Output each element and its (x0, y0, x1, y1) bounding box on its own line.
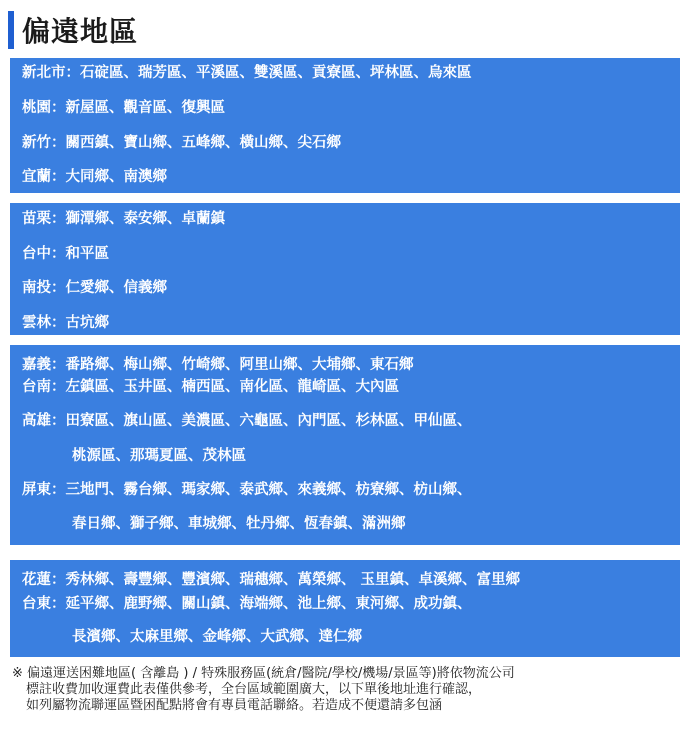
footnote-line-3: 如列屬物流聯運區暨困配點將會有專員電話聯絡。若造成不便還請多包涵 (26, 698, 443, 713)
region-line-hualien: 花蓮：秀林鄉、壽豐鄉、豐濱鄉、瑞穗鄉、萬榮鄉、 玉里鎮、卓溪鄉、富里鄉 (22, 572, 521, 588)
region-line-new-taipei: 新北市：石碇區、瑞芳區、平溪區、雙溪區、貢寮區、坪林區、烏來區 (22, 65, 472, 81)
title-accent-bar (8, 11, 14, 49)
region-line-taitung: 台東：延平鄉、鹿野鄉、關山鎮、海端鄉、池上鄉、東河鄉、成功鎮、 (22, 596, 472, 612)
region-line-pingtung-cont: 春日鄉、獅子鄉、車城鄉、牡丹鄉、恆春鎮、滿洲鄉 (72, 516, 406, 532)
footnote-line-2: 標註收費加收運費此表僅供參考，全台區域範圍廣大，以下單後地址進行確認， (26, 682, 482, 697)
region-panel-north (10, 58, 680, 193)
region-line-kaohsiung-cont: 桃源區、那瑪夏區、茂林區 (72, 448, 246, 464)
region-line-taichung: 台中：和平區 (22, 246, 109, 262)
region-line-yilan: 宜蘭：大同鄉、南澳鄉 (22, 169, 167, 185)
region-line-pingtung: 屏東：三地門、霧台鄉、瑪家鄉、泰武鄉、來義鄉、枋寮鄉、枋山鄉、 (22, 482, 472, 498)
region-line-chiayi: 嘉義：番路鄉、梅山鄉、竹崎鄉、阿里山鄉、大埔鄉、東石鄉 (22, 357, 414, 373)
footnote (12, 666, 515, 714)
region-line-miaoli: 苗栗：獅潭鄉、泰安鄉、卓蘭鎮 (22, 211, 225, 227)
region-line-kaohsiung: 高雄：田寮區、旗山區、美濃區、六龜區、內門區、杉林區、甲仙區、 (22, 413, 472, 429)
region-panel-south (10, 345, 680, 545)
region-line-hsinchu: 新竹：關西鎮、寶山鄉、五峰鄉、橫山鄉、尖石鄉 (22, 135, 341, 151)
region-line-yunlin: 雲林：古坑鄉 (22, 315, 109, 331)
region-panel-east (10, 560, 680, 657)
region-line-taoyuan: 桃園：新屋區、觀音區、復興區 (22, 100, 225, 116)
footnote-line-1: ※ 偏遠運送困難地區( 含離島 ) / 特殊服務區(統倉/醫院/學校/機場/景區等)將依物流公司 (12, 666, 515, 681)
region-line-nantou: 南投：仁愛鄉、信義鄉 (22, 280, 167, 296)
page-title-bar (8, 10, 138, 50)
region-line-taitung-cont: 長濱鄉、太麻里鄉、金峰鄉、大武鄉、達仁鄉 (72, 629, 362, 645)
region-line-tainan: 台南：左鎮區、玉井區、楠西區、南化區、龍崎區、大內區 (22, 379, 399, 395)
region-panel-central (10, 203, 680, 335)
page-title: 偏遠地區 (22, 15, 139, 48)
